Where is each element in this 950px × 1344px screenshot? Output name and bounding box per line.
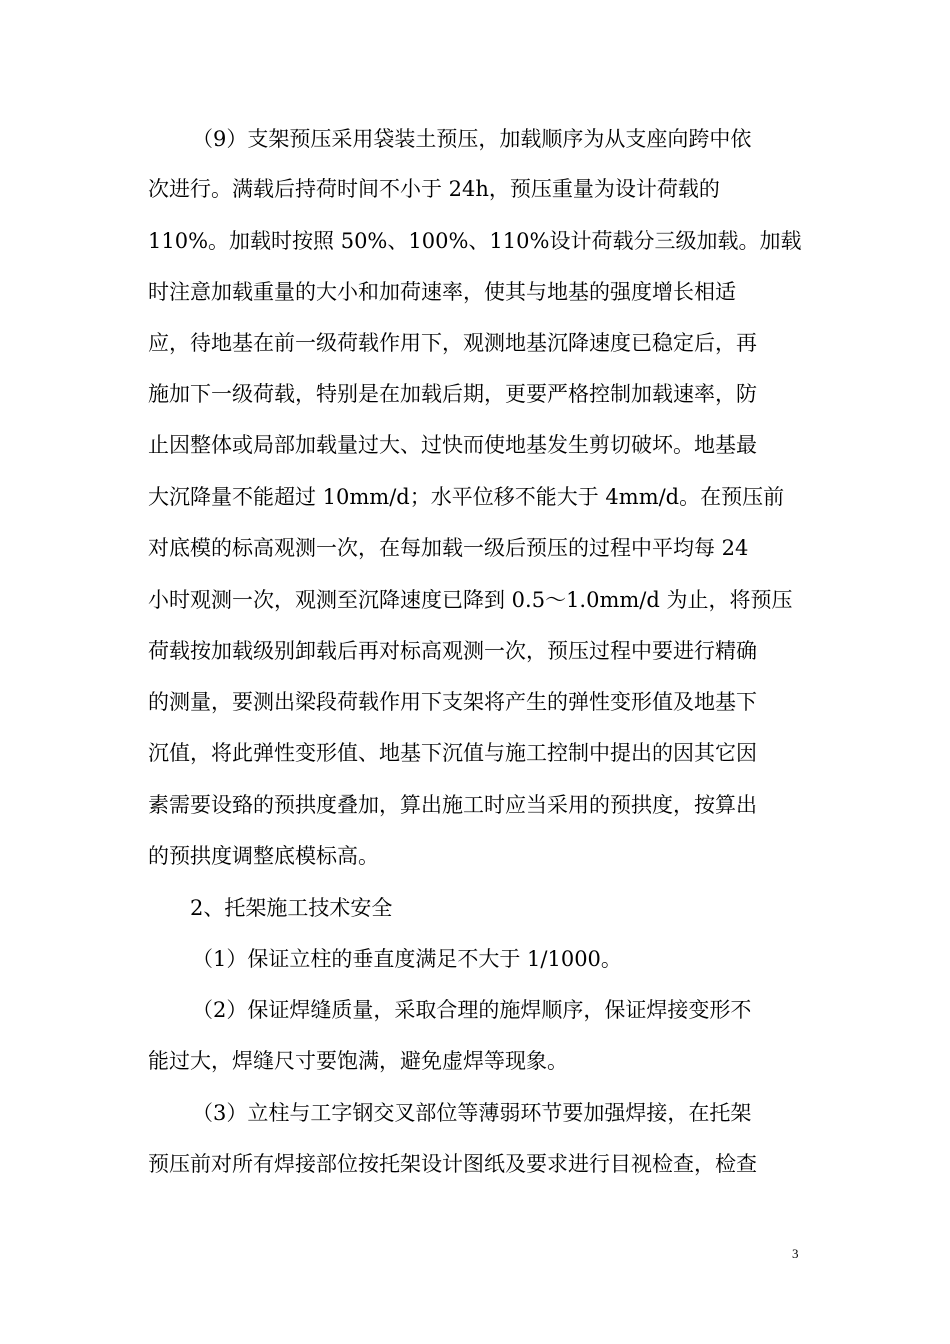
item-3-line-2: 预压前对所有焊接部位按托架设计图纸及要求进行目视检查，检查 bbox=[148, 1152, 757, 1176]
paragraph-9-line-10: 小时观测一次，观测至沉降速度已降到 0.5～1.0mm/d 为止，将预压 bbox=[148, 588, 793, 612]
item-3-line-1: （3）立柱与工字钢交叉部位等薄弱环节要加强焊接，在托架 bbox=[192, 1101, 752, 1125]
paragraph-9-line-3: 110%。加载时按照 50%、100%、110%设计荷载分三级加载。加载 bbox=[148, 229, 802, 253]
paragraph-9-line-7: 止因整体或局部加载量过大、过快而使地基发生剪切破坏。地基最 bbox=[148, 433, 757, 457]
paragraph-9-line-9: 对底模的标高观测一次，在每加载一级后预压的过程中平均每 24 bbox=[148, 536, 749, 560]
paragraph-9-line-6: 施加下一级荷载，特别是在加载后期，更要严格控制加载速率，防 bbox=[148, 382, 757, 406]
paragraph-9-line-8: 大沉降量不能超过 10mm/d；水平位移不能大于 4mm/d。在预压前 bbox=[148, 485, 785, 509]
paragraph-9-line-13: 沉值，将此弹性变形值、地基下沉值与施工控制中提出的因其它因 bbox=[148, 741, 757, 765]
section-heading-2: 2、托架施工技术安全 bbox=[190, 896, 393, 920]
paragraph-9-line-1: （9）支架预压采用袋装土预压，加载顺序为从支座向跨中依 bbox=[192, 127, 752, 151]
paragraph-9-line-5: 应，待地基在前一级荷载作用下，观测地基沉降速度已稳定后，再 bbox=[148, 331, 757, 355]
paragraph-9-line-14: 素需要设臵的预拱度叠加，算出施工时应当采用的预拱度，按算出 bbox=[148, 793, 757, 817]
paragraph-9-line-4: 时注意加载重量的大小和加荷速率，使其与地基的强度增长相适 bbox=[148, 280, 736, 304]
item-2-line-2: 能过大，焊缝尺寸要饱满，避免虚焊等现象。 bbox=[148, 1049, 568, 1073]
item-2-line-1: （2）保证焊缝质量，采取合理的施焊顺序，保证焊接变形不 bbox=[192, 998, 752, 1022]
page-number: 3 bbox=[792, 1246, 799, 1261]
paragraph-9-line-15: 的预拱度调整底模标高。 bbox=[148, 844, 379, 868]
paragraph-9-line-2: 次进行。满载后持荷时间不小于 24h，预压重量为设计荷载的 bbox=[148, 177, 720, 201]
paragraph-9-line-12: 的测量，要测出梁段荷载作用下支架将产生的弹性变形值及地基下 bbox=[148, 690, 757, 714]
paragraph-9-line-11: 荷载按加载级别卸载后再对标高观测一次，预压过程中要进行精确 bbox=[148, 639, 757, 663]
item-1-line-1: （1）保证立柱的垂直度满足不大于 1/1000。 bbox=[192, 947, 622, 971]
